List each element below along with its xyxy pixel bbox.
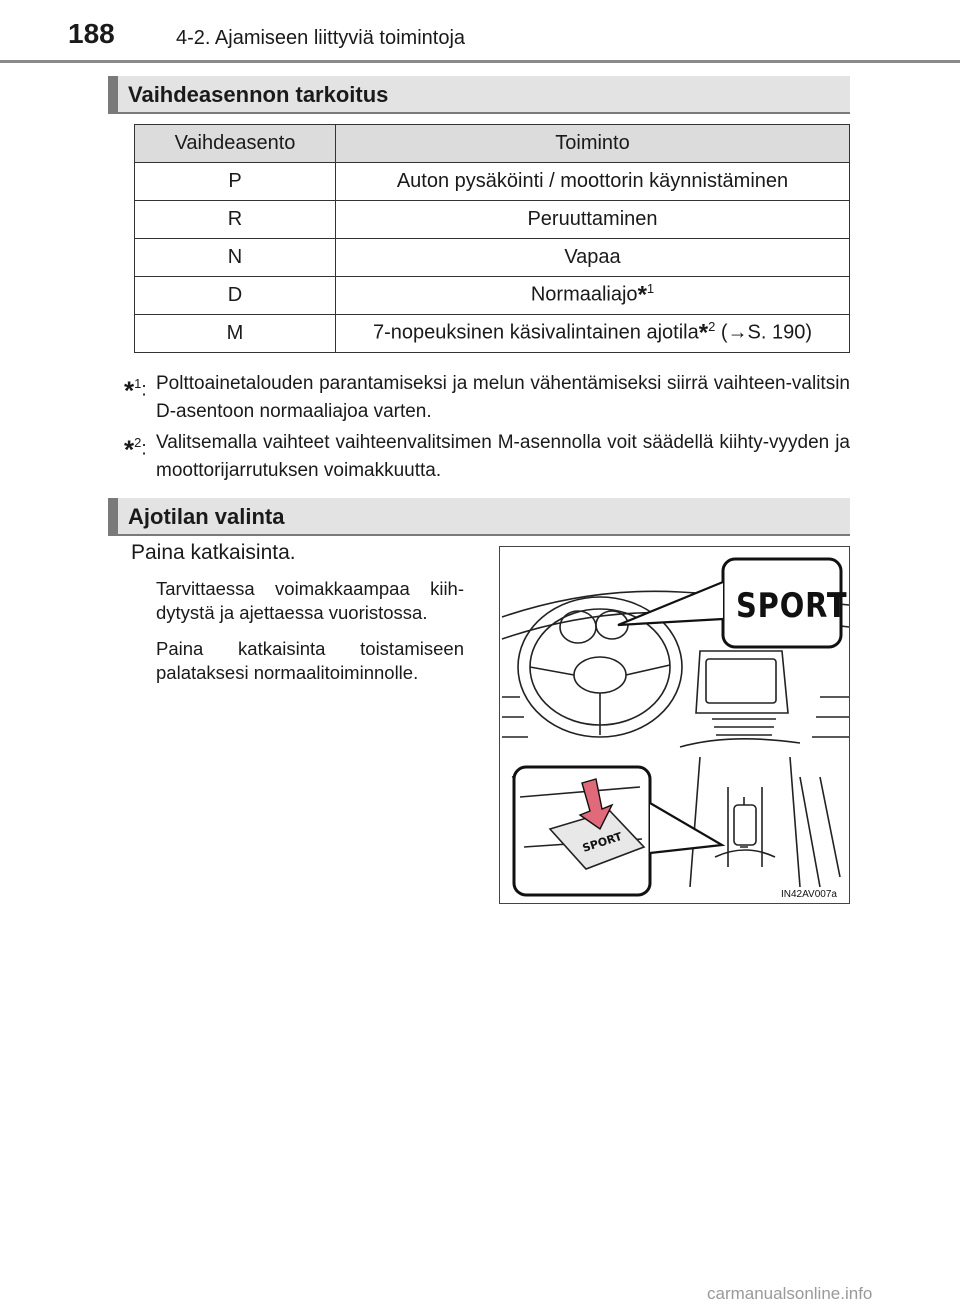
instruction-detail-1: Tarvittaessa voimakkaampaa kiih-dytystä ja ajettaessa vuoristossa.: [156, 578, 464, 623]
footnote-star: *: [698, 319, 709, 347]
function-cell: Vapaa: [336, 239, 850, 277]
column-header-gear: Vaihdeasento: [135, 125, 336, 163]
footnote-number: 2: [134, 435, 142, 450]
table-header-row: [135, 125, 850, 163]
gear-cell: P: [135, 163, 336, 201]
footnote-number: 1: [646, 281, 655, 297]
table-row: [135, 201, 850, 239]
section-heading-bar: [108, 498, 118, 534]
table-row: [135, 277, 850, 315]
footnote-star: *: [637, 281, 647, 309]
footnote-number: 2: [708, 319, 716, 335]
page-header: [0, 0, 960, 60]
gear-cell: R: [135, 201, 336, 239]
footnote-text: Valitsemalla vaihteet vaihteenvalitsimen M-asennolla voit säädellä kiihty-vyyden ja moottorijarrutuksen voimakkuutta.: [156, 432, 850, 481]
table-row: [135, 163, 850, 201]
footnote-colon: :: [141, 438, 147, 460]
function-cell: [336, 315, 850, 353]
gear-cell: N: [135, 239, 336, 277]
gear-cell: D: [135, 277, 336, 315]
footnote-number: 1: [134, 376, 142, 391]
function-cell: [336, 277, 850, 315]
instruction-text: Paina katkaisinta.: [131, 541, 296, 564]
header-divider: [0, 60, 960, 63]
footnote-marker: [124, 429, 156, 463]
table-row: [135, 315, 850, 353]
section-heading-drive-mode: [108, 498, 850, 536]
footnote-2: [124, 429, 850, 485]
gear-position-table: [134, 124, 850, 353]
section-title: Ajotilan valinta: [128, 504, 285, 529]
sport-callout-label: SPORT: [736, 586, 848, 626]
page-number: 188: [68, 18, 115, 49]
section-heading-bar: [108, 76, 118, 112]
footnote-1: [124, 370, 850, 426]
inset-button-label: SPORT: [580, 829, 624, 855]
function-text: 7-nopeuksinen käsivalintainen ajotila: [372, 321, 699, 344]
function-cell: Auton pysäköinti / moottorin käynnistäminen: [336, 163, 850, 201]
instruction-detail-2: Paina katkaisinta toistamiseen palataksesi normaalitoiminnolle.: [156, 638, 464, 683]
column-header-function: Toiminto: [336, 125, 850, 163]
section-title: Vaihdeasennon tarkoitus: [128, 82, 389, 107]
watermark: carmanualsonline.info: [707, 1284, 873, 1303]
gear-cell: M: [135, 315, 336, 353]
footnote-text: Polttoainetalouden parantamiseksi ja melun vähentämiseksi siirrä vaihteen-valitsin D-asentoon normaaliajoa varten.: [156, 373, 850, 422]
function-text: Normaaliajo: [530, 283, 638, 306]
section-heading-gear-purpose: [108, 76, 850, 114]
table-row: [135, 239, 850, 277]
footnote-star: *: [124, 375, 135, 406]
running-title: 4-2. Ajamiseen liittyviä toimintoja: [176, 27, 466, 49]
page-reference: (→S. 190): [720, 321, 813, 344]
figure-code: IN42AV007a: [781, 889, 837, 900]
footnote-colon: :: [141, 379, 147, 401]
footnote-star: *: [124, 434, 135, 465]
footnote-marker: [124, 370, 156, 404]
function-cell: Peruuttaminen: [336, 201, 850, 239]
